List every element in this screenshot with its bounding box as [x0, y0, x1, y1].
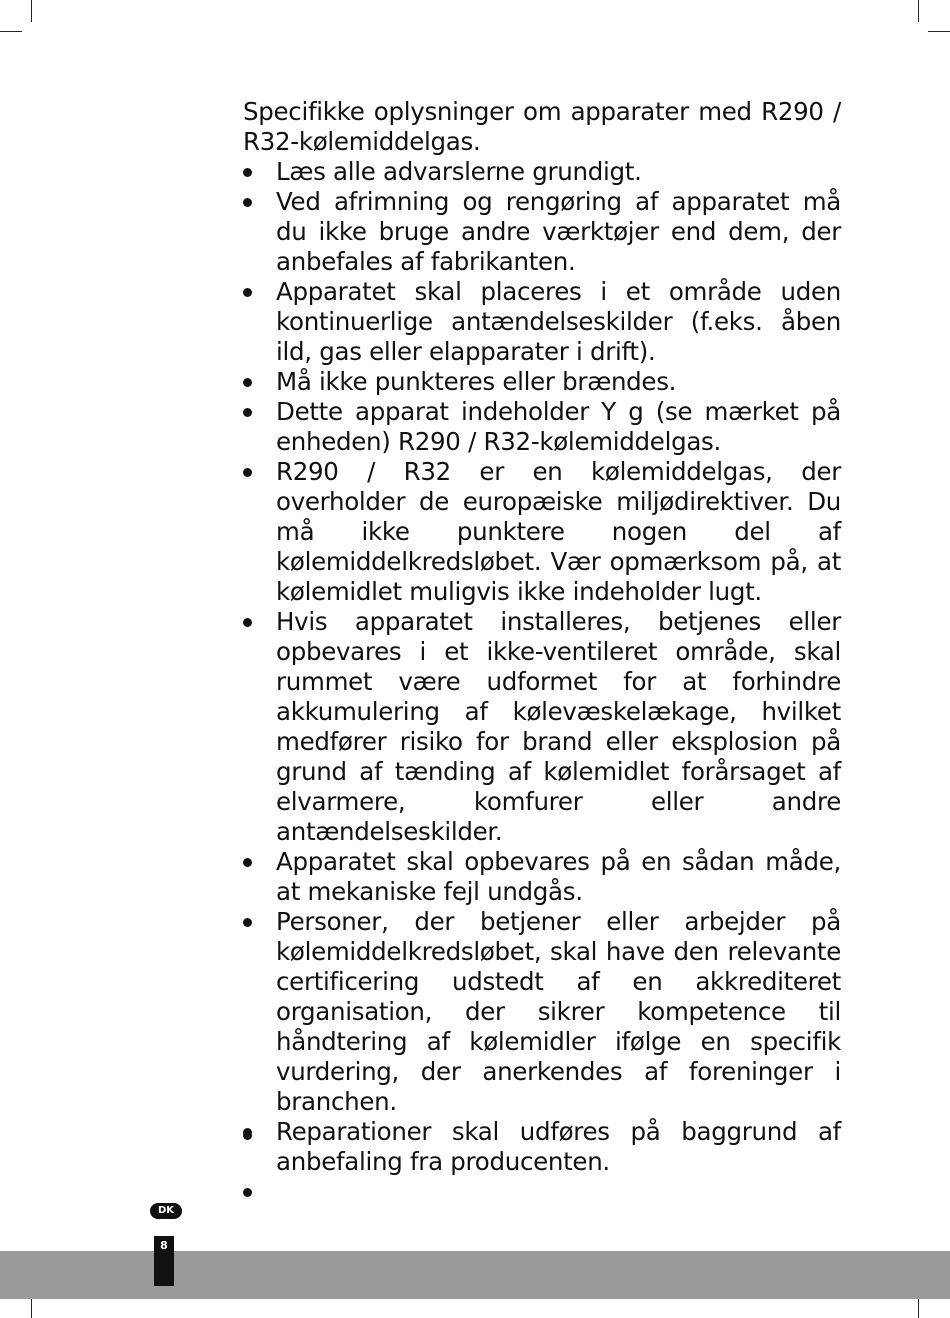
list-item: Reparationer skal udføres på baggrund af anbefaling fra producenten.: [243, 1117, 841, 1177]
language-badge: DK: [150, 1203, 182, 1219]
crop-mark: [31, 0, 32, 22]
list-item: Hvis apparatet installeres, betjenes eller opbevares i et ikke-ventileret område, skal rummet være udformet for at forhindre akkumulering af kølevæskelækage, hvilket medfører risiko for brand eller eksplosion på grund af tænding af kølemidlet forårsaget af elvarmere, komfurer eller andre antændelseskilder.: [243, 607, 841, 847]
empty-bullet-icon: [243, 1188, 252, 1197]
bullet-icon: [243, 618, 252, 627]
footer-bar: [0, 1251, 950, 1299]
list-item: Læs alle advarslerne grundigt.: [243, 157, 841, 187]
page-number: 8: [160, 1239, 168, 1252]
bullet-icon: [243, 468, 252, 477]
list-item: Ved afrimning og rengøring af apparatet må du ikke bruge andre værktøjer end dem, der anbefales af fabrikanten.: [243, 187, 841, 277]
list-item: Dette apparat indeholder Y g (se mærket på enheden) R290 / R32-kølemiddelgas.: [243, 397, 841, 457]
bullet-icon: [243, 288, 252, 297]
list-item: Må ikke punkteres eller brændes.: [243, 367, 841, 397]
empty-bullet-icon: [243, 1131, 252, 1140]
bullet-icon: [243, 408, 252, 417]
safety-bullet-list: [243, 157, 841, 1177]
intro-paragraph: Specifikke oplysninger om apparater med R290 / R32-kølemiddelgas.: [243, 97, 841, 156]
bullet-icon: [243, 858, 252, 867]
bullet-icon: [243, 168, 252, 177]
crop-mark: [918, 0, 919, 22]
list-item: Personer, der betjener eller arbejder på kølemiddelkredsløbet, skal have den relevante certificering udstedt af en akkrediteret organisation, der sikrer kompetence til håndtering af kølemidler ifølge en specifik vurdering, der anerkendes af foreninger i branchen.: [243, 907, 841, 1117]
safety-text-block: [243, 97, 841, 1177]
bullet-icon: [243, 378, 252, 387]
crop-mark: [918, 1296, 919, 1318]
list-item: Apparatet skal placeres i et område uden kontinuerlige antændelseskilder (f.eks. åben ild, gas eller elapparater i drift).: [243, 277, 841, 367]
crop-mark: [928, 31, 950, 32]
page-number-tab: [154, 1236, 174, 1286]
crop-mark: [0, 31, 22, 32]
list-item: R290 / R32 er en kølemiddelgas, der overholder de europæiske miljødirektiver. Du må ikke punktere nogen del af kølemiddelkredsløbet. Vær opmærksom på, at kølemidlet muligvis ikke indeholder lugt.: [243, 457, 841, 607]
crop-mark: [31, 1296, 32, 1318]
bullet-icon: [243, 198, 252, 207]
list-item: Apparatet skal opbevares på en sådan måde, at mekaniske fejl undgås.: [243, 847, 841, 907]
bullet-icon: [243, 918, 252, 927]
